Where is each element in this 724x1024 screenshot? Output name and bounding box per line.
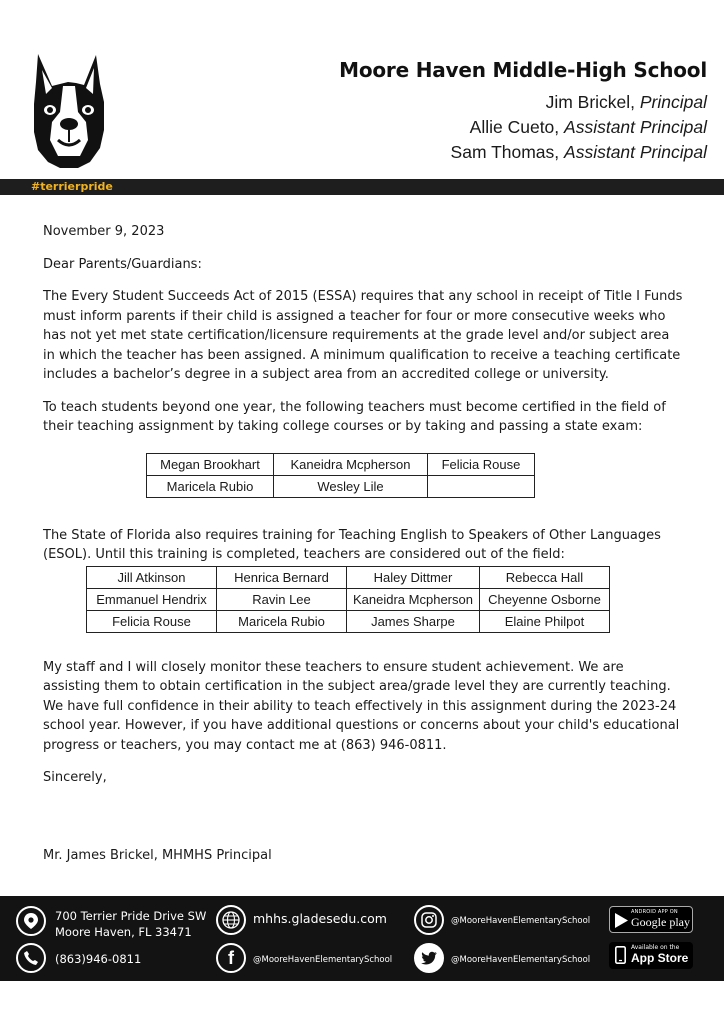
staff-assistant-principal-2 (451, 140, 707, 165)
table-cell: Emmanuel Hendrix (87, 589, 217, 611)
google-play-badge[interactable] (609, 906, 693, 933)
twitter-icon (414, 943, 444, 973)
table-row (147, 476, 535, 498)
salutation: Dear Parents/Guardians: (43, 256, 202, 272)
certification-table (146, 453, 535, 498)
staff-role: Assistant Principal (564, 142, 707, 162)
staff-list (451, 90, 707, 165)
closing: Sincerely, (43, 770, 107, 785)
esol-table (86, 566, 610, 633)
table-cell: Felicia Rouse (87, 611, 217, 633)
staff-principal (451, 90, 707, 115)
table-cell: Felicia Rouse (428, 454, 535, 476)
staff-role: Principal (639, 92, 707, 112)
table-cell: James Sharpe (347, 611, 480, 633)
table-cell: Cheyenne Osborne (479, 589, 609, 611)
instagram-handle[interactable]: @MooreHavenElementarySchool (451, 916, 591, 926)
table-cell: Elaine Philpot (479, 611, 609, 633)
letter-date: November 9, 2023 (43, 224, 165, 239)
address-line-1: 700 Terrier Pride Drive SW (55, 909, 207, 923)
table-cell: Kaneidra Mcpherson (347, 589, 480, 611)
table-row (147, 454, 535, 476)
table-cell: Wesley Lile (274, 476, 428, 498)
phone-number[interactable]: (863)946-0811 (55, 952, 142, 966)
table-cell: Maricela Rubio (147, 476, 274, 498)
app-store-top: Available on the (631, 944, 680, 951)
table-cell: Kaneidra Mcpherson (274, 454, 428, 476)
staff-name: Jim Brickel, (545, 92, 640, 112)
app-store-label: App Store (631, 951, 689, 965)
letterhead (0, 0, 724, 178)
footer (0, 896, 724, 981)
address-line-2: Moore Haven, FL 33471 (55, 925, 192, 939)
phone-device-icon (615, 946, 626, 964)
address (55, 908, 206, 940)
twitter-handle[interactable]: @MooreHavenElementarySchool (451, 955, 591, 965)
facebook-handle[interactable]: @MooreHavenElementarySchool (253, 955, 393, 965)
table-row (87, 589, 610, 611)
table-cell: Maricela Rubio (217, 611, 347, 633)
staff-name: Sam Thomas, (450, 142, 565, 162)
table-cell (428, 476, 535, 498)
table-row (87, 611, 610, 633)
paragraph-essa: The Every Student Succeeds Act of 2015 (ESSA) requires that any school in receipt of Title I Funds must inform parents if their child is assigned a teacher for four or more consecutive weeks who has not yet met state certification/licensure requirements at the grade level and/or subject area in which the teacher has been assigned. A minimum qualification to receive a teaching certificate includes a bachelor’s degree in a subject area from an accredited college or university. (43, 289, 683, 382)
signature: Mr. James Brickel, MHMHS Principal (43, 847, 272, 863)
location-pin-icon (16, 906, 46, 936)
boston-terrier-logo (30, 52, 108, 170)
instagram-icon (414, 905, 444, 935)
hashtag: #terrierpride (31, 180, 113, 193)
app-store-badge[interactable] (609, 942, 693, 969)
google-play-top: ANDROID APP ON (631, 909, 678, 915)
table-cell: Haley Dittmer (347, 567, 480, 589)
google-play-label: Google play (631, 915, 690, 929)
phone-icon (16, 943, 46, 973)
table-cell: Henrica Bernard (217, 567, 347, 589)
paragraph-certification: To teach students beyond one year, the following teachers must become certified in the field of their teaching assignment by taking college courses or by taking and passing a state exam: (43, 399, 666, 434)
table-row (87, 567, 610, 589)
pride-bar (0, 179, 724, 195)
table-cell: Jill Atkinson (87, 567, 217, 589)
table-cell: Megan Brookhart (147, 454, 274, 476)
table-cell: Rebecca Hall (479, 567, 609, 589)
paragraph-monitoring: My staff and I will closely monitor these teachers to ensure student achievement. We are assisting them to obtain certification in the subject area/grade level they are currently teaching. We have full confidence in their ability to teach effectively in this assignment during the 2023-24 school year. However, if you have additional questions or concerns about your child's educational progress or teachers, you may contact me at (863) 946-0811. (43, 659, 680, 753)
staff-assistant-principal-1 (451, 115, 707, 140)
letter-body (43, 222, 683, 878)
table-cell: Ravin Lee (217, 589, 347, 611)
staff-name: Allie Cueto, (469, 117, 565, 137)
globe-icon (216, 905, 246, 935)
school-name: Moore Haven Middle-High School (339, 58, 707, 82)
staff-role: Assistant Principal (564, 117, 707, 137)
play-store-icon (615, 913, 628, 928)
paragraph-esol: The State of Florida also requires training for Teaching English to Speakers of Other Languages (ESOL). Until this training is completed, teachers are considered out of the field: (43, 527, 661, 562)
website-link[interactable]: mhhs.gladesedu.com (253, 911, 387, 926)
facebook-icon: f (216, 943, 246, 973)
